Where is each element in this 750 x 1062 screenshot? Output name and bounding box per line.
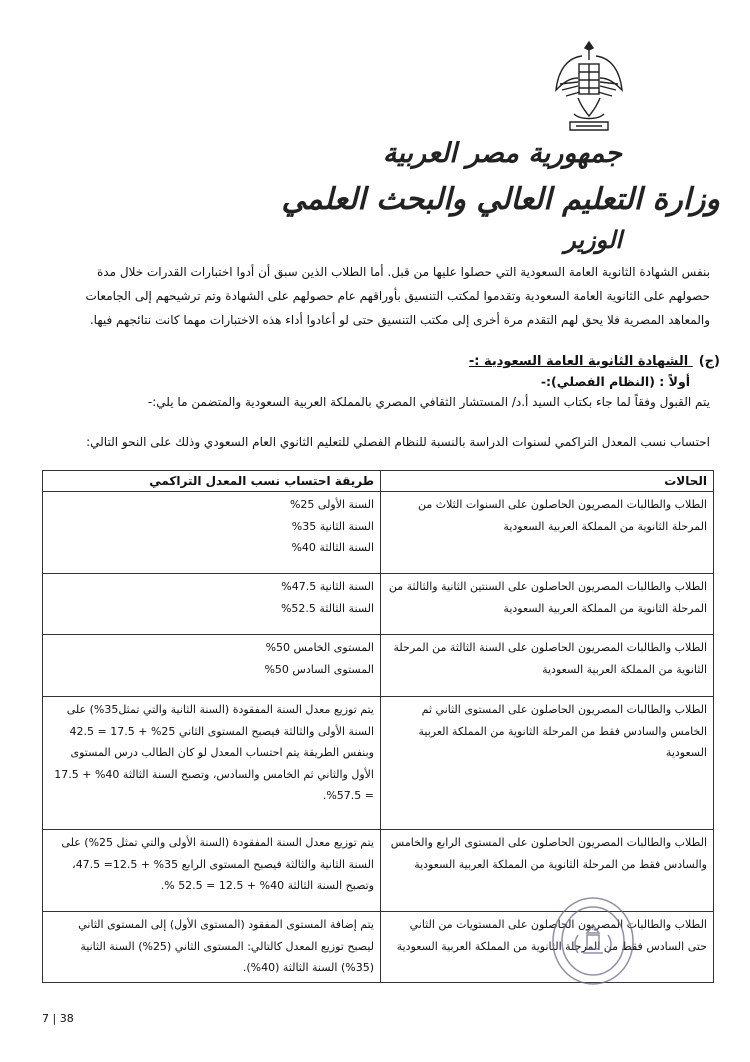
eagle-emblem-icon [552, 38, 626, 134]
case-cell: الطلاب والطالبات المصريون الحاصلون على المستوى الرابع والخامس والسادس فقط من المرحلة الثانوية من المملكة العربية السعودية [381, 830, 714, 912]
case-cell: الطلاب والطالبات المصريون الحاصلون على السنة الثالثة من المرحلة الثانوية من المملكة العربية السعودية [381, 635, 714, 697]
method-line: السنة الأولى 25% [289, 498, 374, 511]
method-line: السنة الثانية 35% [291, 519, 374, 533]
header-cases: الحالات [381, 471, 714, 492]
case-cell: الطلاب والطالبات المصريون الحاصلون على السنوات الثلاث من المرحلة الثانوية من المملكة العربية السعودية [381, 492, 714, 574]
intro-paragraph: بنفس الشهادة الثانوية العامة السعودية التي حصلوا عليها من قبل. أما الطلاب الذين سبق أن أدوا اختبارات القدرات خلال مدة حصولهم على الثانوية العامة السعودية وتقدموا لمكتب التنسيق بأوراقهم عام حصولهم على الشهادة وتم ترشيحهم إلى الجامعات والمعاهد المصرية فلا يحق لهم التقدم مرة أخرى إلى مكتب التنسيق حتى لو أعادوا أداء هذه الاختبارات مهما كانت نتائجهم فيها. [85, 265, 710, 327]
ministry-heading: وزارة التعليم العالي والبحث العلمي [281, 182, 720, 217]
republic-heading: جمهورية مصر العربية [382, 138, 622, 169]
section-marker: (ج) [698, 354, 720, 369]
method-line: السنة الثالثة 40% [291, 541, 374, 554]
subheading: أولاً : (النظام الفصلي):- [540, 374, 690, 389]
method-cell [43, 492, 381, 574]
method-cell [43, 574, 381, 635]
case-cell: الطلاب والطالبات المصريون الحاصلون على المستويات من الثاني حتى السادس فقط من المرحلة الثانوية من المملكة العربية السعودية [381, 912, 714, 983]
page-number: 7 | 38 [42, 1012, 74, 1025]
section-paragraph: يتم القبول وفقاً لما جاء بكتاب السيد أ.د/ المستشار الثقافي المصري بالمملكة العربية السعودية والمتضمن ما يلي:- [147, 395, 710, 409]
case-cell: الطلاب والطالبات المصريون الحاصلون على السنتين الثانية والثالثة من المرحلة الثانوية من المملكة العربية السعودية [381, 574, 714, 635]
method-cell: يتم إضافة المستوى المفقود (المستوى الأول) إلى المستوى الثاني ليصبح توزيع المعدل كالتالي: المستوى الثاني (25%) السنة الثانية (35%) السنة الثالثة (40%). [43, 912, 381, 983]
minister-heading: الوزير [564, 225, 622, 254]
method-cell: يتم توزيع معدل السنة المفقودة (السنة الثانية والتي تمثل35%) على السنة الأولى والثالثة فيصبح المستوى الثاني 25% + 17.5 = 42.5 وبنفس الطريقة يتم احتساب المعدل لو كان الطالب درس المستوى الأول والثاني ثم الخامس والسادس، وتصبح السنة الثالثة 40% + 17.5 = 57.5%. [43, 697, 381, 830]
table-row [43, 697, 714, 830]
case-cell: الطلاب والطالبات المصريون الحاصلون على المستوى الثاني ثم الخامس والسادس فقط من المرحلة الثانوية من المملكة العربية السعودية [381, 697, 714, 830]
method-line: السنة الثانية 47.5% [281, 580, 374, 593]
section-heading [469, 354, 720, 369]
section-title: الشهادة الثانوية العامة السعودية :- [468, 354, 689, 369]
table-row [43, 574, 714, 635]
section-paragraph-2: احتساب نسب المعدل التراكمي لسنوات الدراسة بالنسبة للنظام الفصلي للتعليم الثانوي العام السعودي وذلك على النحو التالي: [86, 435, 710, 449]
header-method: طريقة احتساب نسب المعدل التراكمي [43, 471, 381, 492]
table-row [43, 492, 714, 574]
table-header-row [43, 471, 714, 492]
official-stamp-icon [550, 895, 636, 987]
method-cell [43, 635, 381, 697]
method-line: المستوى السادس 50% [264, 662, 374, 676]
method-line: المستوى الخامس 50% [265, 641, 374, 654]
table-row [43, 635, 714, 697]
method-line: السنة الثالثة 52.5% [280, 601, 374, 615]
method-cell: يتم توزيع معدل السنة المفقودة (السنة الأولى والتي تمثل 25%) على السنة الثانية والثالثة فيصبح المستوى الرابع 35% + 12.5= 47.5، وتصبح السنة الثالثة 40% + 12.5 = 52.5 %. [43, 830, 381, 912]
